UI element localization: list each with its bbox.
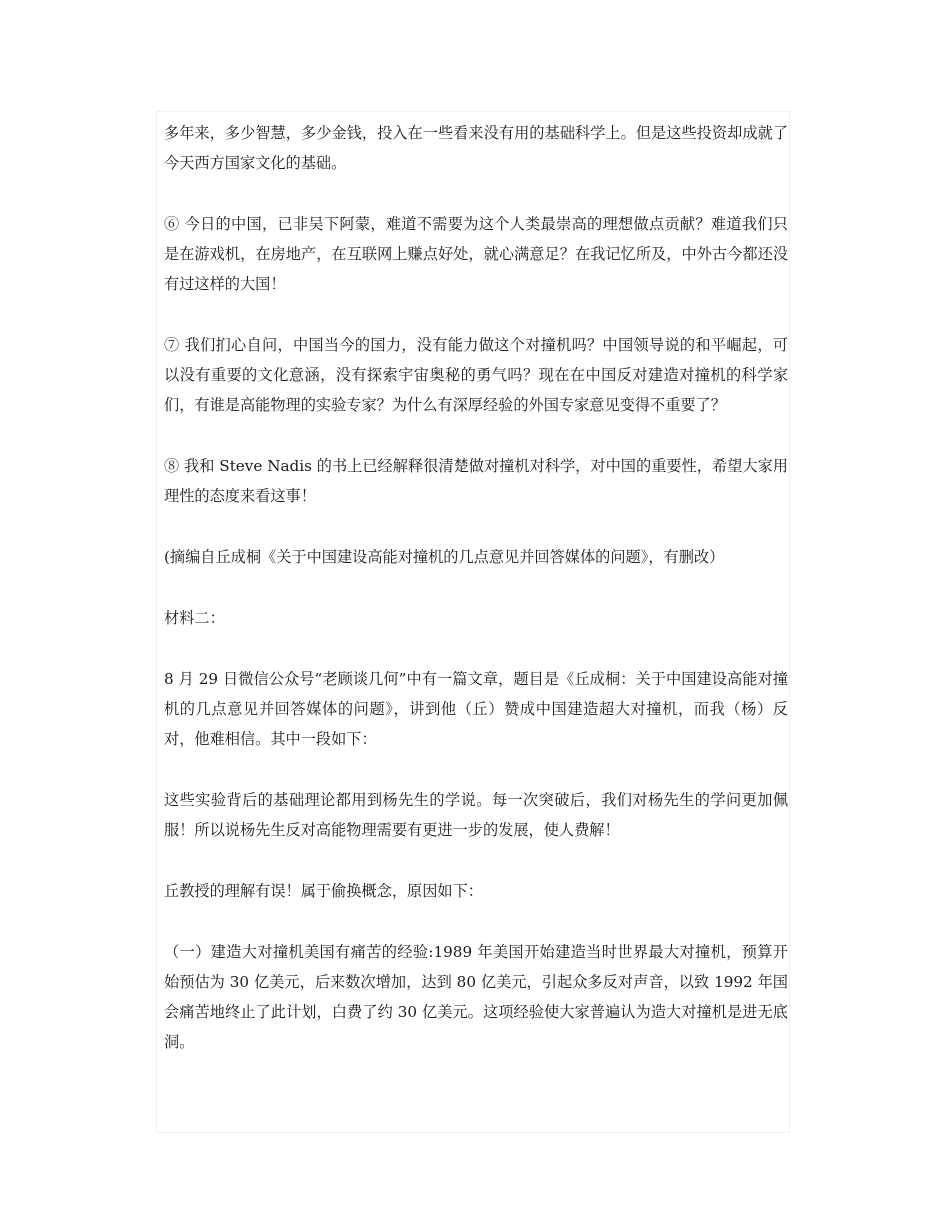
paragraph-quote: 这些实验背后的基础理论都用到杨先生的学说。每一次突破后，我们对杨先生的学问更加佩服！所以说杨先生反对高能物理需要有更进一步的发展，使人费解！ bbox=[164, 791, 788, 839]
paragraph-wechat-article: 8 月 29 日微信公众号“老顾谈几何”中有一篇文章，题目是《丘成桐：关于中国建设高能对撞机的几点意见并回答媒体的问题》，讲到他（丘）赞成中国建造超大对撞机，而我（杨）反对，他难相信。其中一段如下： bbox=[164, 670, 788, 748]
paragraph-6: ⑥ 今日的中国，已非吴下阿蒙，难道不需要为这个人类最崇高的理想做点贡献？难道我们只是在游戏机，在房地产，在互联网上赚点好处，就心满意足？在我记忆所及，中外古今都还没有过这样的大国！ bbox=[164, 215, 788, 293]
paragraph-rebuttal: 丘教授的理解有误！属于偷换概念，原因如下： bbox=[164, 882, 483, 900]
paragraph-point-1: （一）建造大对撞机美国有痛苦的经验:1989 年美国开始建造当时世界最大对撞机，预算开始预估为 30 亿美元，后来数次增加，达到 80 亿美元，引起众多反对声音，以致 1992 年国会痛苦地终止了此计划，白费了约 30 亿美元。这项经验使大家普遍认为造大对撞机是进无底洞。 bbox=[164, 943, 788, 1051]
paragraph-7: ⑦ 我们扪心自问，中国当今的国力，没有能力做这个对撞机吗？中国领导说的和平崛起，可以没有重要的文化意涵，没有探索宇宙奥秘的勇气吗？现在在中国反对建造对撞机的科学家们，有谁是高能物理的实验专家？为什么有深厚经验的外国专家意见变得不重要了？ bbox=[164, 336, 788, 414]
source-citation: (摘编自丘成桐《关于中国建设高能对撞机的几点意见并回答媒体的问题》，有删改） bbox=[164, 548, 725, 566]
document-body bbox=[164, 118, 788, 1057]
section-heading-material-2: 材料二： bbox=[164, 609, 225, 627]
paragraph-8: ⑧ 我和 Steve Nadis 的书上已经解释很清楚做对撞机对科学，对中国的重要性，希望大家用理性的态度来看这事！ bbox=[164, 457, 788, 505]
paragraph-intro: 多年来，多少智慧，多少金钱，投入在一些看来没有用的基础科学上。但是这些投资却成就了今天西方国家文化的基础。 bbox=[164, 124, 788, 172]
